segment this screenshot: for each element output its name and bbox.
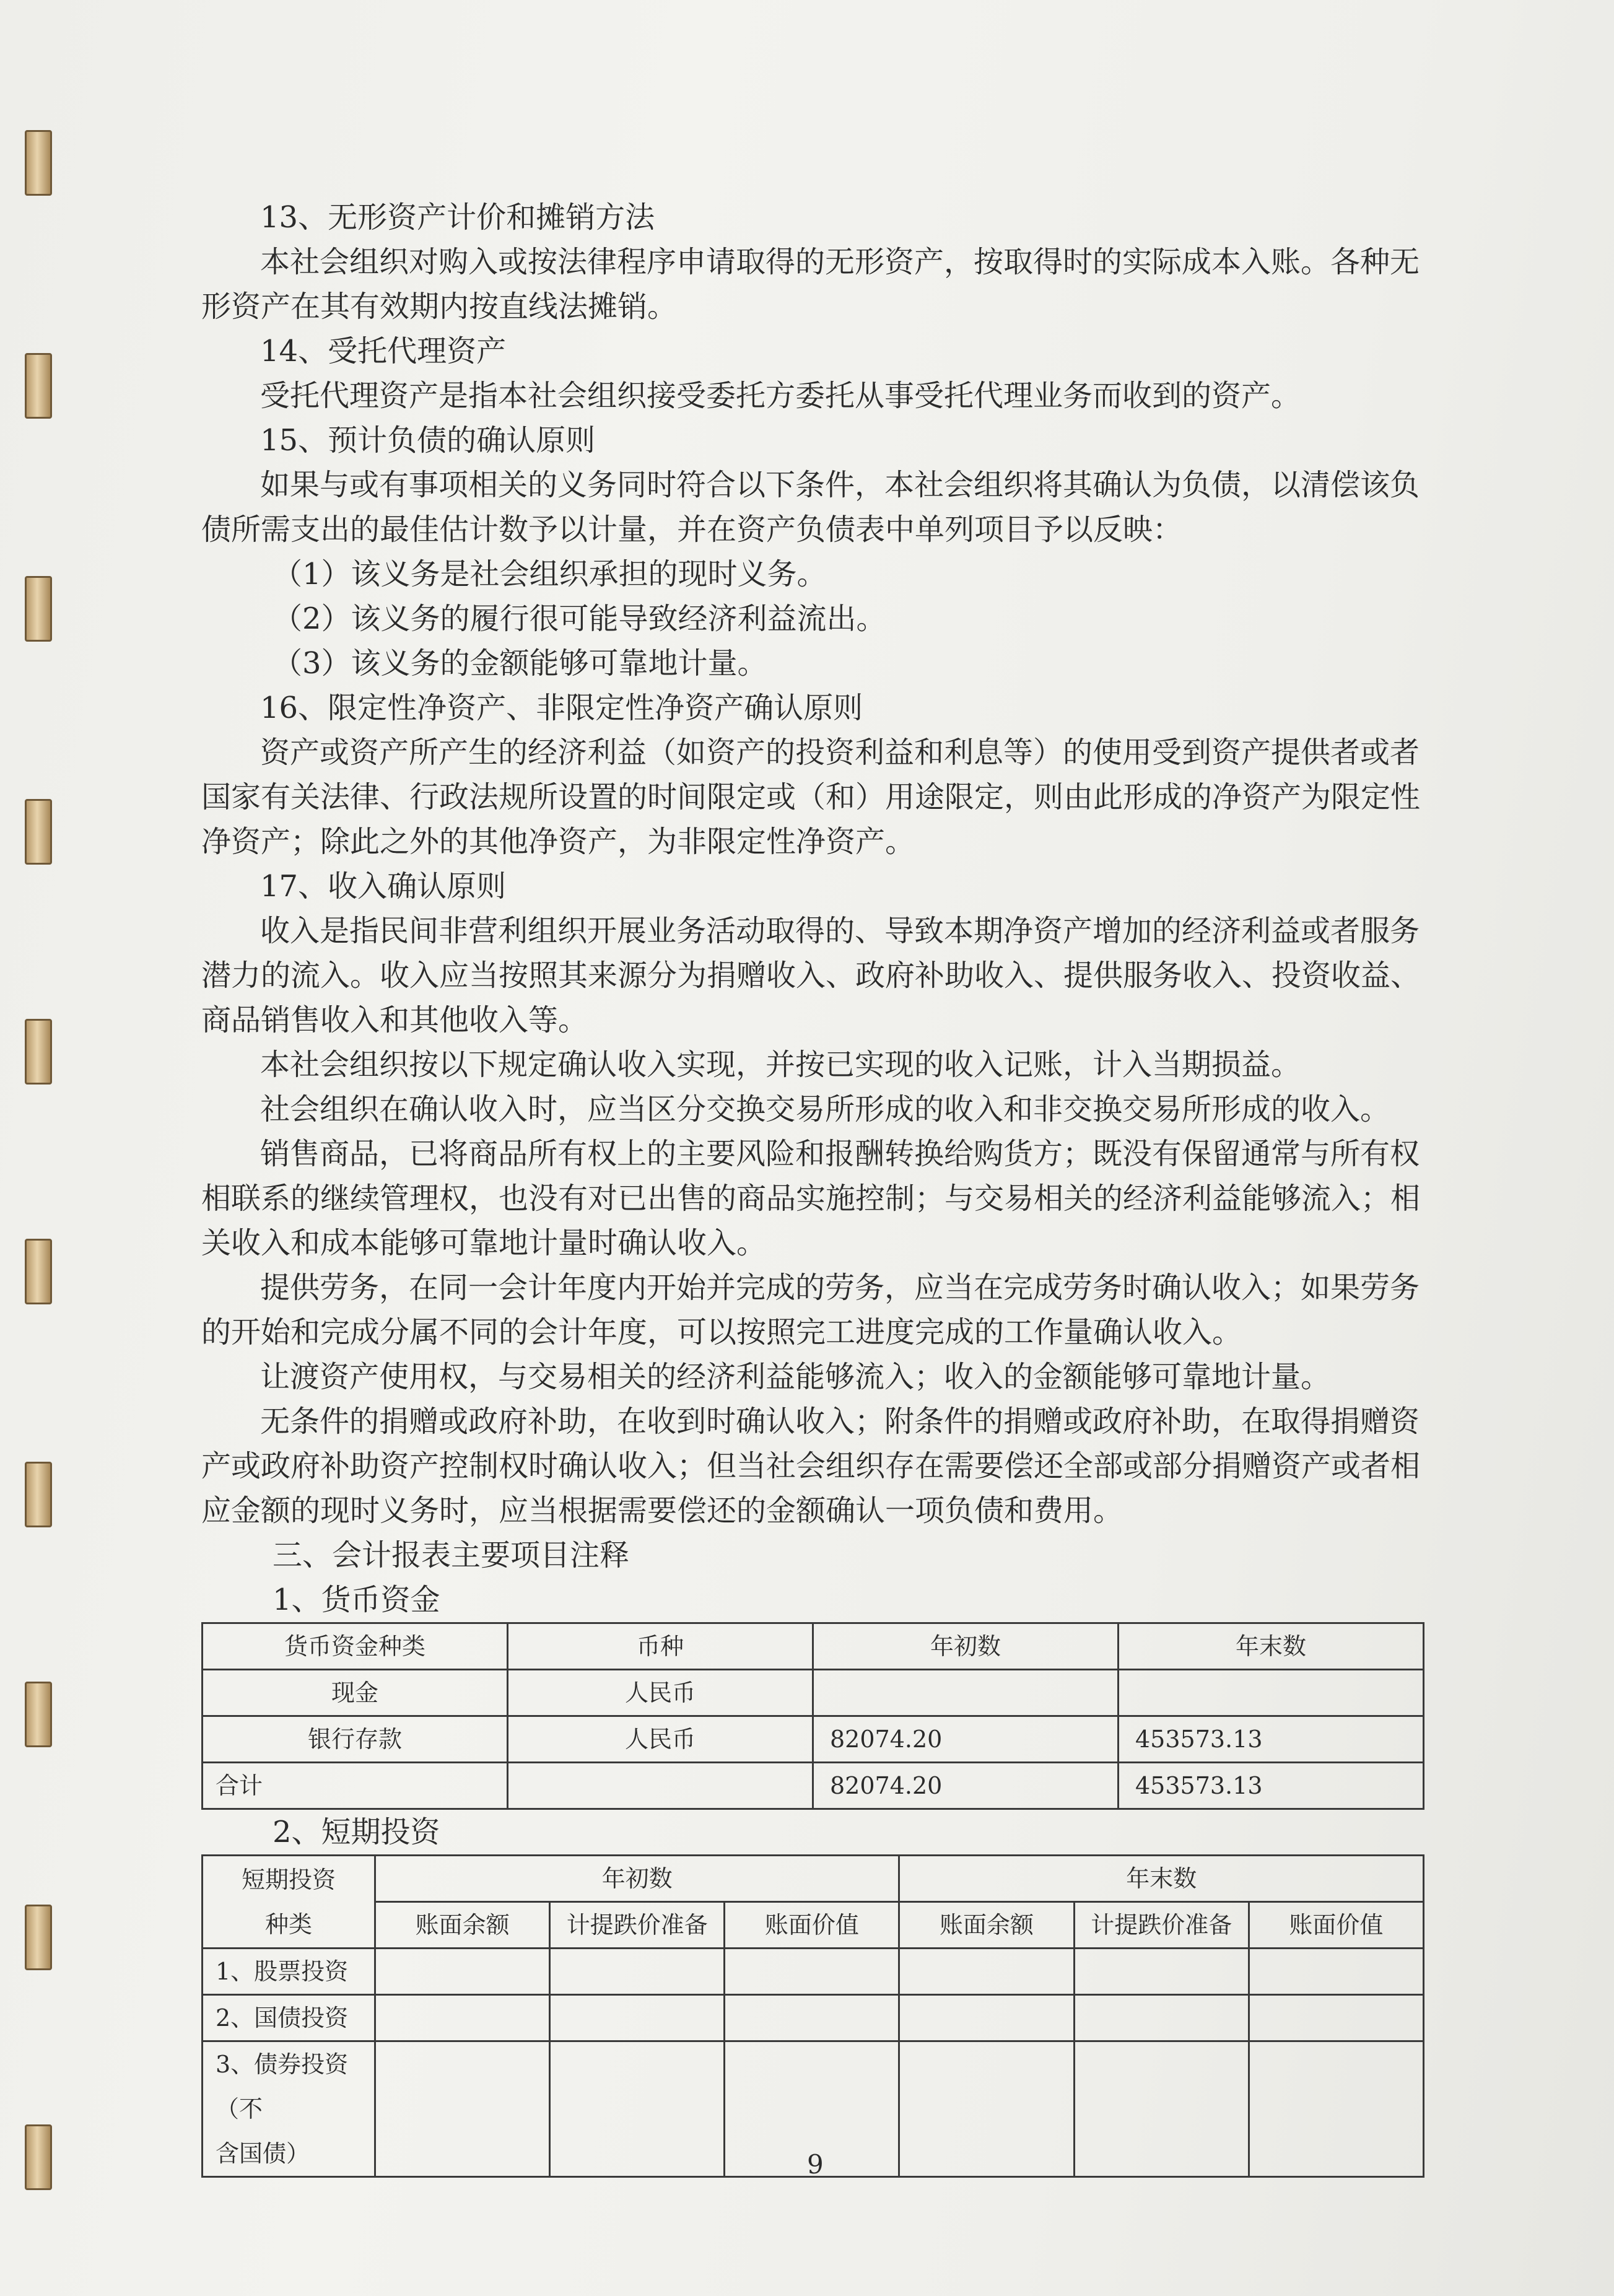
column-header: 年初数 (813, 1623, 1119, 1670)
cash-section-heading: 1、货币资金 (273, 1582, 440, 1617)
list-item: （2）该义务的履行很可能导致经济利益流出。 (273, 601, 886, 636)
section-17-paragraph: 本社会组织按以下规定确认收入实现，并按已实现的收入记账，计入当期损益。 (260, 1047, 1301, 1082)
section-17-paragraph: 收入是指民间非营利组织开展业务活动取得的、导致本期净资产增加的经济利益或者服务潜力的流入。收入应当按照其来源分为捐赠收入、政府补助收入、提供服务收入、投资收益、商品销售收入和其他收入等。 (201, 914, 1421, 1037)
column-header: 账面价值 (1249, 1902, 1423, 1949)
column-header: 币种 (508, 1623, 813, 1670)
currency-cell: 人民币 (508, 1716, 813, 1763)
binding-hole (25, 576, 52, 642)
part-3-heading: 三、会计报表主要项目注释 (273, 1538, 630, 1573)
table-header-row (203, 1623, 1424, 1670)
empty-cell (899, 1995, 1074, 2041)
table-subheader-row (203, 1902, 1424, 1949)
empty-cell (550, 1995, 725, 2041)
empty-cell (550, 1949, 725, 1995)
binding-hole (25, 1462, 52, 1527)
empty-cell (1249, 2041, 1423, 2177)
section-15-paragraph: 如果与或有事项相关的义务同时符合以下条件，本社会组织将其确认为负债，以清偿该负债所需支出的最佳估计数予以计量，并在资产负债表中单列项目予以反映： (201, 468, 1420, 547)
column-header: 账面余额 (899, 1902, 1074, 1949)
column-header: 货币资金种类 (203, 1623, 508, 1670)
investment-type-cell: 2、国债投资 (203, 1995, 375, 2041)
investment-type-line: 含国债） (216, 2140, 310, 2167)
section-17-heading: 17、收入确认原则 (260, 869, 507, 904)
table-header-row (203, 1856, 1424, 1902)
end-group-header: 年末数 (899, 1856, 1424, 1902)
empty-cell (725, 1995, 899, 2041)
investment-type-header (203, 1856, 375, 1949)
table-row (203, 1716, 1424, 1763)
begin-amount-cell: 82074.20 (813, 1763, 1119, 1809)
empty-cell (1074, 1949, 1249, 1995)
column-header: 账面余额 (375, 1902, 550, 1949)
table-row (203, 1995, 1424, 2041)
section-17-paragraph: 社会组织在确认收入时，应当区分交换交易所形成的收入和非交换交易所形成的收入。 (260, 1092, 1390, 1127)
table-row (203, 1670, 1424, 1716)
list-item: （3）该义务的金额能够可靠地计量。 (273, 646, 767, 681)
section-17-paragraph: 让渡资产使用权，与交易相关的经济利益能够流入；收入的金额能够可靠地计量。 (260, 1360, 1331, 1394)
end-amount-cell: 453573.13 (1119, 1716, 1424, 1763)
section-17-paragraph: 销售商品，已将商品所有权上的主要风险和报酬转换给购货方；既没有保留通常与所有权相联系的继续管理权，也没有对已出售的商品实施控制；与交易相关的经济利益能够流入；相关收入和成本能够可靠地计量时确认收入。 (201, 1137, 1421, 1260)
investment-type-cell (203, 2041, 375, 2177)
empty-cell (550, 2041, 725, 2177)
empty-cell (375, 1949, 550, 1995)
cash-kind-cell: 银行存款 (203, 1716, 508, 1763)
empty-cell (375, 1995, 550, 2041)
column-header: 计提跌价准备 (550, 1902, 725, 1949)
column-header: 计提跌价准备 (1074, 1902, 1249, 1949)
cash-table (201, 1622, 1424, 1810)
section-14-paragraph: 受托代理资产是指本社会组织接受委托方委托从事受托代理业务而收到的资产。 (260, 378, 1301, 413)
column-header: 年末数 (1119, 1623, 1424, 1670)
empty-cell (725, 1949, 899, 1995)
empty-cell (1249, 1995, 1423, 2041)
binding-hole (25, 1682, 52, 1747)
investment-type-cell: 1、股票投资 (203, 1949, 375, 1995)
section-17-paragraph: 提供劳务，在同一会计年度内开始并完成的劳务，应当在完成劳务时确认收入；如果劳务的开始和完成分属不同的会计年度，可以按照完工进度完成的工作量确认收入。 (201, 1270, 1420, 1350)
empty-cell (899, 1949, 1074, 1995)
empty-cell (375, 2041, 550, 2177)
section-17-paragraph: 无条件的捐赠或政府补助，在收到时确认收入；附条件的捐赠或政府补助，在取得捐赠资产或政府补助资产控制权时确认收入；但当社会组织存在需要偿还全部或部分捐赠资产或者相应金额的现时义务时，应当根据需要偿还的金额确认一项负债和费用。 (201, 1404, 1421, 1528)
table-row-total (203, 1763, 1424, 1809)
short-investment-table (201, 1854, 1424, 2178)
section-16-paragraph: 资产或资产所产生的经济利益（如资产的投资利益和利息等）的使用受到资产提供者或者国家有关法律、行政法规所设置的时间限定或（和）用途限定，则由此形成的净资产为限定性净资产；除此之外的其他净资产，为非限定性净资产。 (201, 735, 1421, 859)
empty-cell (1074, 1995, 1249, 2041)
investment-type-header-line: 短期投资 (241, 1866, 336, 1893)
currency-cell (508, 1763, 813, 1809)
section-16-heading: 16、限定性净资产、非限定性净资产确认原则 (260, 691, 863, 725)
cash-kind-cell: 合计 (203, 1763, 508, 1809)
table-row (203, 1949, 1424, 1995)
binding-hole (25, 2124, 52, 2190)
short-investment-section-heading: 2、短期投资 (273, 1815, 440, 1849)
binding-hole (25, 799, 52, 865)
currency-cell: 人民币 (508, 1670, 813, 1716)
binding-hole (25, 1019, 52, 1085)
list-item: （1）该义务是社会组织承担的现时义务。 (273, 557, 827, 591)
page-content (201, 195, 1424, 2178)
empty-cell (1249, 1949, 1423, 1995)
column-header: 账面价值 (725, 1902, 899, 1949)
cash-kind-cell: 现金 (203, 1670, 508, 1716)
investment-type-line: 3、债券投资（不 (216, 2051, 349, 2123)
end-amount-cell: 453573.13 (1119, 1763, 1424, 1809)
section-14-heading: 14、受托代理资产 (260, 334, 507, 369)
begin-group-header: 年初数 (375, 1856, 899, 1902)
section-15-heading: 15、预计负债的确认原则 (260, 423, 596, 458)
section-13-heading: 13、无形资产计价和摊销方法 (260, 200, 655, 235)
empty-cell (1074, 2041, 1249, 2177)
section-13-paragraph: 本社会组织对购入或按法律程序申请取得的无形资产，按取得时的实际成本入账。各种无形资产在其有效期内按直线法摊销。 (201, 245, 1420, 324)
begin-amount-cell (813, 1670, 1119, 1716)
binding-hole (25, 130, 52, 196)
binding-hole (25, 1905, 52, 1970)
investment-type-header-line: 种类 (264, 1910, 312, 1938)
empty-cell (899, 2041, 1074, 2177)
binding-hole (25, 353, 52, 419)
binding-hole (25, 1239, 52, 1304)
end-amount-cell (1119, 1670, 1424, 1716)
begin-amount-cell: 82074.20 (813, 1716, 1119, 1763)
page-number: 9 (807, 2149, 824, 2180)
